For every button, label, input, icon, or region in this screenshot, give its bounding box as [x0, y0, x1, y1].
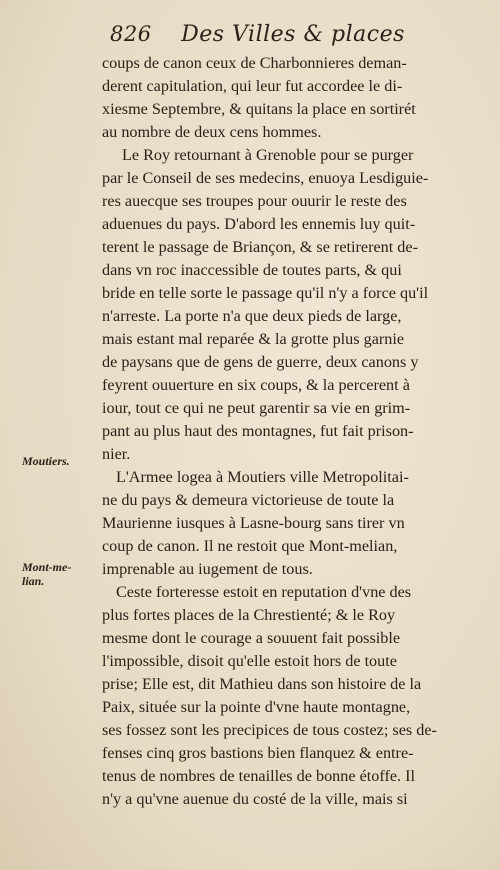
text-line: Ceste forteresse estoit en reputation d'vne des: [116, 583, 412, 601]
margin-note-mont-melian-2: lian.: [22, 574, 45, 588]
text-line: terent le passage de Briançon, & se retirerent de-: [102, 238, 418, 256]
text-line: L'Armee logea à Moutiers ville Metropolitai-: [116, 468, 409, 486]
body-text: [102, 52, 482, 811]
running-header: [110, 22, 480, 47]
text-line: dans vn roc inaccessible de toutes parts, & qui: [102, 261, 402, 279]
text-line: mais estant mal reparée & la grotte plus garnie: [102, 330, 405, 348]
text-line: n'arreste. La porte n'a que deux pieds de large,: [102, 307, 402, 325]
text-line: mesme dont le courage a souuent fait possible: [102, 629, 401, 647]
text-line: aduenues du pays. D'abord les ennemis luy quit-: [102, 215, 416, 233]
text-line: res auecque ses troupes pour ouurir le reste des: [102, 192, 407, 210]
text-line: derent capitulation, qui leur fut accordee le di-: [102, 77, 403, 95]
text-line: iour, tout ce qui ne peut garentir sa vie en grim-: [102, 399, 411, 417]
text-line: de paysans que de gens de guerre, deux canons y: [102, 353, 419, 371]
running-title: Des Villes & places: [181, 22, 405, 47]
text-line: ses fossez sont les precipices de tous costez; ses de-: [102, 721, 437, 739]
text-line: coup de canon. Il ne restoit que Mont-melian,: [102, 537, 398, 555]
text-line: prise; Elle est, dit Mathieu dans son histoire de la: [102, 675, 422, 693]
text-line: l'impossible, disoit qu'elle estoit hors de toute: [102, 652, 397, 670]
text-line: Le Roy retournant à Grenoble pour se purger: [122, 146, 414, 164]
margin-note-moutiers: Moutiers.: [22, 454, 70, 468]
text-line: fenses cinq gros bastions bien flanquez & entre-: [102, 744, 414, 762]
text-line: ne du pays & demeura victorieuse de toute la: [102, 491, 395, 509]
text-line: pant au plus haut des montagnes, fut fait prison-: [102, 422, 414, 440]
text-line: plus fortes places de la Chrestienté; & le Roy: [102, 606, 396, 624]
text-line: bride en telle sorte le passage qu'il n'y a force qu'il: [102, 284, 429, 302]
text-line: imprenable au iugement de tous.: [102, 560, 313, 578]
text-line: tenus de nombres de tenailles de bonne étoffe. Il: [102, 767, 416, 785]
text-line: coups de canon ceux de Charbonnieres deman-: [102, 54, 407, 72]
text-line: par le Conseil de ses medecins, enuoya Lesdiguie-: [102, 169, 429, 187]
text-line: Paix, située sur la pointe d'vne haute montagne,: [102, 698, 411, 716]
text-line: n'y a qu'vne auenue du costé de la ville, mais si: [102, 790, 408, 808]
text-line: nier.: [102, 445, 131, 463]
text-line: xiesme Septembre, & quitans la place en sortirét: [102, 100, 416, 118]
page-number: 826: [110, 22, 152, 46]
margin-note-mont-melian-1: Mont-me-: [22, 560, 72, 574]
text-line: feyrent ouuerture en six coups, & la percerent à: [102, 376, 410, 394]
text-line: au nombre de deux cens hommes.: [102, 123, 322, 141]
text-line: Maurienne iusques à Lasne-bourg sans tirer vn: [102, 514, 405, 532]
